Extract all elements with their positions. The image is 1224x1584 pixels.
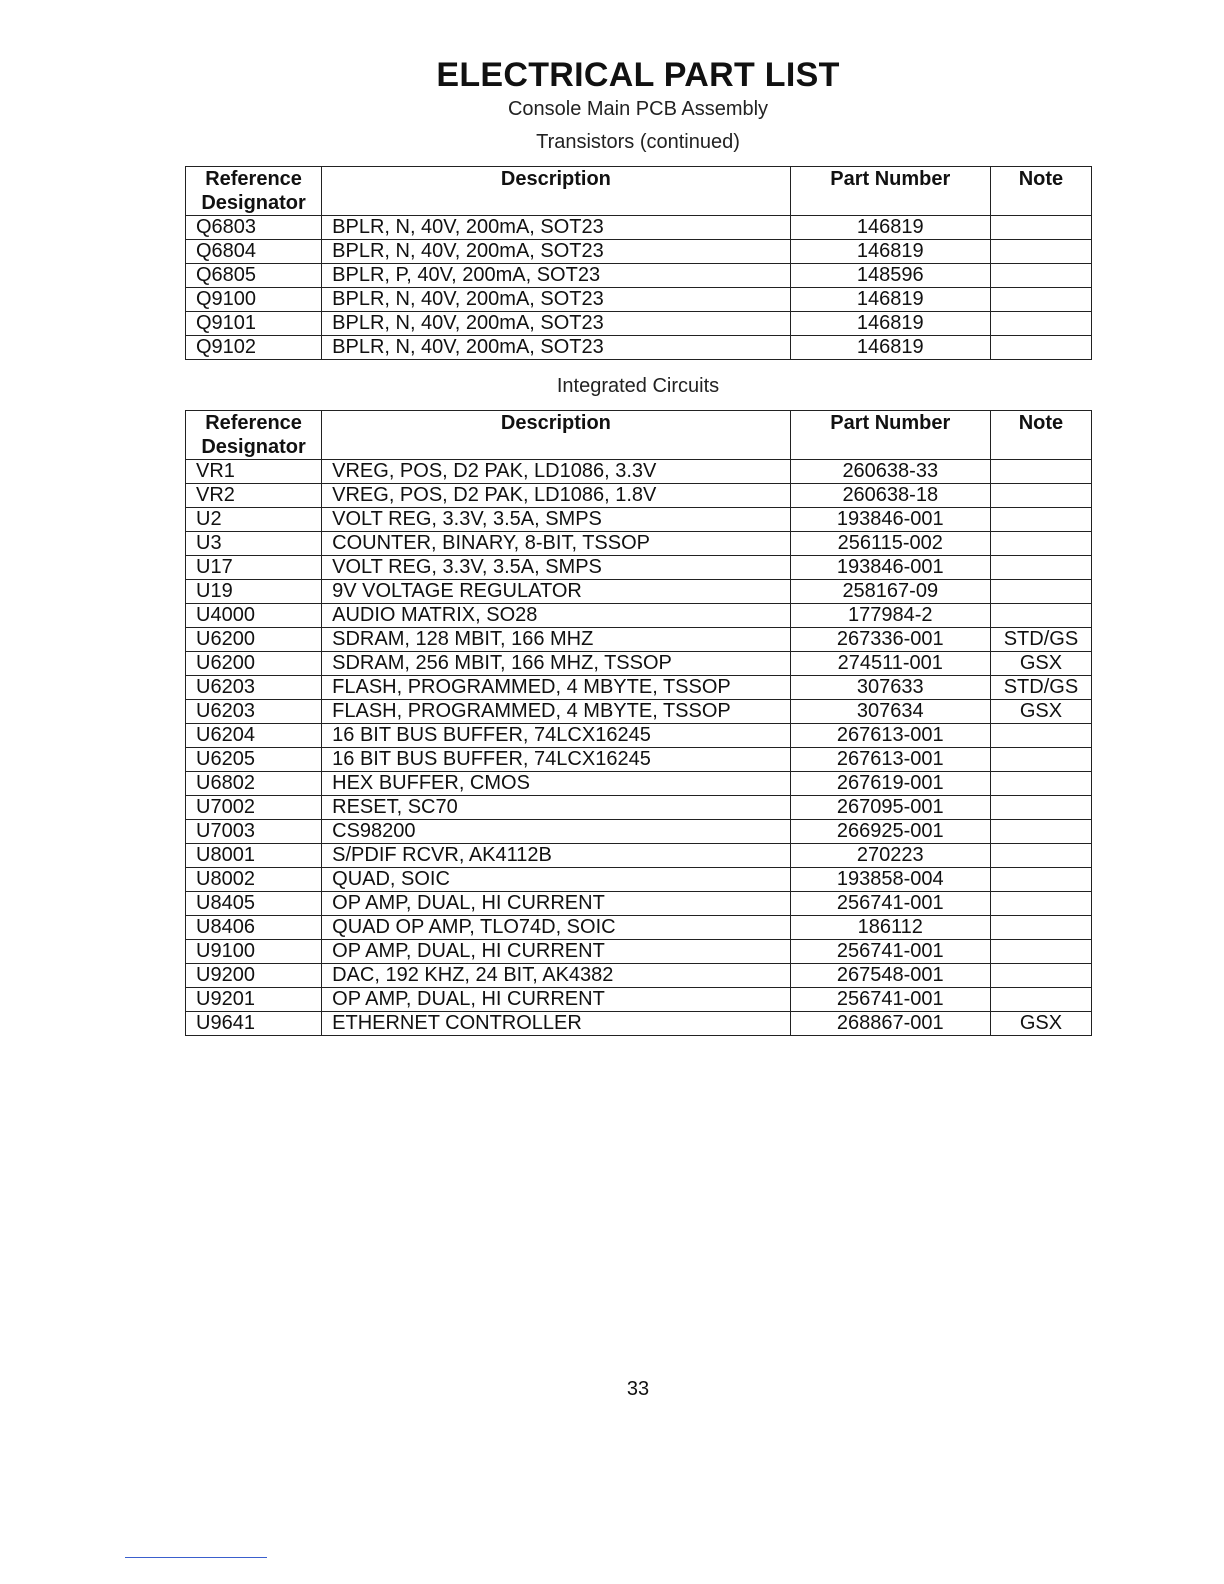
table-row [186,240,1092,264]
integrated-circuits-heading: Integrated Circuits [556,375,720,397]
table-row [186,580,1092,604]
part-number-cell: 148596 [790,264,990,288]
part-number-cell: 267548-001 [790,964,990,988]
description-cell: BPLR, N, 40V, 200mA, SOT23 [322,312,791,336]
note-cell [990,868,1091,892]
table-row [186,484,1092,508]
reference-cell: VR1 [186,460,322,484]
table-header-row [186,167,1092,216]
column-header-reference-line2: Designator [201,192,306,214]
part-number-cell: 307634 [790,700,990,724]
table-row [186,676,1092,700]
note-cell [990,580,1091,604]
table-row [186,772,1092,796]
description-cell: FLASH, PROGRAMMED, 4 MBYTE, TSSOP [322,676,791,700]
table-row [186,868,1092,892]
reference-cell: U7002 [186,796,322,820]
description-cell: OP AMP, DUAL, HI CURRENT [322,892,791,916]
note-cell: STD/GS [990,676,1091,700]
column-header-reference-line1: Reference [205,168,302,190]
column-header-description: Description [322,167,791,216]
integrated-circuits-table-body [186,460,1092,1036]
table-row [186,288,1092,312]
part-number-cell: 268867-001 [790,1012,990,1036]
description-cell: BPLR, N, 40V, 200mA, SOT23 [322,216,791,240]
part-number-cell: 260638-18 [790,484,990,508]
note-cell [990,508,1091,532]
description-cell: RESET, SC70 [322,796,791,820]
column-header-reference-line1: Reference [205,412,302,434]
description-cell: BPLR, P, 40V, 200mA, SOT23 [322,264,791,288]
table-row [186,820,1092,844]
description-cell: CS98200 [322,820,791,844]
note-cell: STD/GS [990,628,1091,652]
note-cell [990,940,1091,964]
part-number-cell: 186112 [790,916,990,940]
description-cell: ETHERNET CONTROLLER [322,1012,791,1036]
reference-cell: U8002 [186,868,322,892]
part-number-cell: 307633 [790,676,990,700]
part-number-cell: 267613-001 [790,724,990,748]
table-row [186,964,1092,988]
part-number-cell: 267613-001 [790,748,990,772]
reference-cell: Q6804 [186,240,322,264]
table-row [186,892,1092,916]
table-row [186,628,1092,652]
integrated-circuits-table [185,410,1092,1036]
description-cell: 16 BIT BUS BUFFER, 74LCX16245 [322,748,791,772]
part-number-cell: 267619-001 [790,772,990,796]
transistors-table-body [186,216,1092,360]
part-number-cell: 267095-001 [790,796,990,820]
part-number-cell: 256115-002 [790,532,990,556]
part-number-cell: 193858-004 [790,868,990,892]
description-cell: SDRAM, 128 MBIT, 166 MHZ [322,628,791,652]
table-row [186,1012,1092,1036]
note-cell [990,844,1091,868]
note-cell [990,796,1091,820]
reference-cell: Q9100 [186,288,322,312]
table-row [186,916,1092,940]
note-cell [990,556,1091,580]
reference-cell: U8405 [186,892,322,916]
reference-cell: U8406 [186,916,322,940]
description-cell: FLASH, PROGRAMMED, 4 MBYTE, TSSOP [322,700,791,724]
part-number-cell: 260638-33 [790,460,990,484]
part-number-cell: 146819 [790,312,990,336]
reference-cell: Q9102 [186,336,322,360]
reference-cell: U3 [186,532,322,556]
description-cell: DAC, 192 KHZ, 24 BIT, AK4382 [322,964,791,988]
part-number-cell: 256741-001 [790,988,990,1012]
description-cell: 16 BIT BUS BUFFER, 74LCX16245 [322,724,791,748]
note-cell [990,988,1091,1012]
note-cell [990,604,1091,628]
description-cell: BPLR, N, 40V, 200mA, SOT23 [322,288,791,312]
column-header-note: Note [990,167,1091,216]
table-row [186,336,1092,360]
table-row [186,532,1092,556]
table-row [186,216,1092,240]
table-row [186,652,1092,676]
column-header-reference [186,167,322,216]
note-cell [990,964,1091,988]
reference-cell: U9100 [186,940,322,964]
table-row [186,264,1092,288]
note-cell [990,892,1091,916]
description-cell: S/PDIF RCVR, AK4112B [322,844,791,868]
column-header-note: Note [990,411,1091,460]
reference-cell: U8001 [186,844,322,868]
note-cell [990,484,1091,508]
table-row [186,940,1092,964]
column-header-part-number: Part Number [790,167,990,216]
reference-cell: U6200 [186,652,322,676]
note-cell [990,724,1091,748]
table-row [186,796,1092,820]
description-cell: AUDIO MATRIX, SO28 [322,604,791,628]
part-number-cell: 146819 [790,216,990,240]
column-header-description: Description [322,411,791,460]
note-cell [990,240,1091,264]
note-cell [990,532,1091,556]
part-number-cell: 266925-001 [790,820,990,844]
description-cell: COUNTER, BINARY, 8-BIT, TSSOP [322,532,791,556]
table-row [186,700,1092,724]
reference-cell: U2 [186,508,322,532]
reference-cell: U9200 [186,964,322,988]
description-cell: 9V VOLTAGE REGULATOR [322,580,791,604]
table-row [186,460,1092,484]
table-row [186,556,1092,580]
reference-cell: U6203 [186,676,322,700]
part-number-cell: 177984-2 [790,604,990,628]
description-cell: HEX BUFFER, CMOS [322,772,791,796]
transistors-heading: Transistors (continued) [536,131,740,153]
table-row [186,988,1092,1012]
table-row [186,724,1092,748]
description-cell: VOLT REG, 3.3V, 3.5A, SMPS [322,508,791,532]
note-cell [990,748,1091,772]
reference-cell: U6203 [186,700,322,724]
description-cell: VREG, POS, D2 PAK, LD1086, 3.3V [322,460,791,484]
part-number-cell: 256741-001 [790,892,990,916]
reference-cell: U17 [186,556,322,580]
part-number-cell: 146819 [790,240,990,264]
note-cell [990,820,1091,844]
description-cell: QUAD OP AMP, TLO74D, SOIC [322,916,791,940]
reference-cell: Q6803 [186,216,322,240]
note-cell [990,336,1091,360]
note-cell: GSX [990,700,1091,724]
reference-cell: U7003 [186,820,322,844]
reference-cell: U6802 [186,772,322,796]
transistors-table [185,166,1092,360]
part-number-cell: 267336-001 [790,628,990,652]
column-header-reference-line2: Designator [201,436,306,458]
reference-cell: U6205 [186,748,322,772]
note-cell [990,460,1091,484]
description-cell: OP AMP, DUAL, HI CURRENT [322,940,791,964]
page-subtitle: Console Main PCB Assembly [507,98,769,120]
part-number-cell: 256741-001 [790,940,990,964]
table-row [186,604,1092,628]
note-cell [990,916,1091,940]
table-row [186,748,1092,772]
reference-cell: U19 [186,580,322,604]
part-number-cell: 146819 [790,336,990,360]
page-title: ELECTRICAL PART LIST [436,56,840,94]
reference-cell: Q9101 [186,312,322,336]
table-header-row [186,411,1092,460]
reference-cell: U6204 [186,724,322,748]
column-header-part-number: Part Number [790,411,990,460]
part-number-cell: 146819 [790,288,990,312]
note-cell [990,216,1091,240]
note-cell: GSX [990,652,1091,676]
part-number-cell: 270223 [790,844,990,868]
table-row [186,844,1092,868]
column-header-reference [186,411,322,460]
note-cell [990,312,1091,336]
table-row [186,508,1092,532]
reference-cell: Q6805 [186,264,322,288]
description-cell: OP AMP, DUAL, HI CURRENT [322,988,791,1012]
note-cell [990,288,1091,312]
note-cell: GSX [990,1012,1091,1036]
page-number: 33 [626,1378,650,1400]
description-cell: BPLR, N, 40V, 200mA, SOT23 [322,240,791,264]
reference-cell: U4000 [186,604,322,628]
description-cell: VREG, POS, D2 PAK, LD1086, 1.8V [322,484,791,508]
description-cell: VOLT REG, 3.3V, 3.5A, SMPS [322,556,791,580]
reference-cell: U9201 [186,988,322,1012]
part-number-cell: 274511-001 [790,652,990,676]
description-cell: QUAD, SOIC [322,868,791,892]
reference-cell: U6200 [186,628,322,652]
part-number-cell: 193846-001 [790,508,990,532]
table-row [186,312,1092,336]
part-number-cell: 258167-09 [790,580,990,604]
note-cell [990,772,1091,796]
part-number-cell: 193846-001 [790,556,990,580]
description-cell: SDRAM, 256 MBIT, 166 MHZ, TSSOP [322,652,791,676]
footer-rule [125,1557,267,1558]
description-cell: BPLR, N, 40V, 200mA, SOT23 [322,336,791,360]
reference-cell: U9641 [186,1012,322,1036]
reference-cell: VR2 [186,484,322,508]
note-cell [990,264,1091,288]
